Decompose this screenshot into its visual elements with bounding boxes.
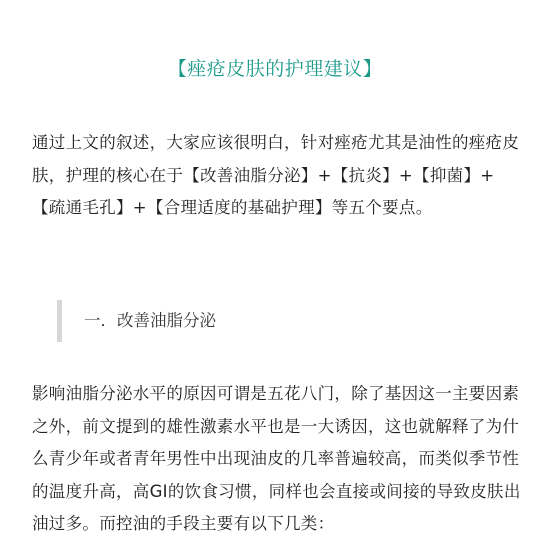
intro-paragraph: 通过上文的叙述，大家应该很明白，针对痤疮尤其是油性的痤疮皮肤，护理的核心在于【改善油脂分泌】+【抗炎】+【抑菌】+【疏通毛孔】+【合理适度的基础护理】等五个要点。 [32,133,520,217]
section-heading: 一．改善油脂分泌 [84,311,216,330]
article-title: 【痤疮皮肤的护理建议】 [167,58,383,80]
section-heading-block [57,300,502,342]
body-paragraph: 影响油脂分泌水平的原因可谓是五花八门，除了基因这一主要因素之外，前文提到的雄性激素水平也是一大诱因，这也就解释了为什么青少年或者青年男性中出现油皮的几率普遍较高，而类似季节性的温度升高，高GI的饮食习惯，同样也会直接或间接的导致皮肤出油过多。而控油的手段主要有以下几类： [32,384,521,533]
